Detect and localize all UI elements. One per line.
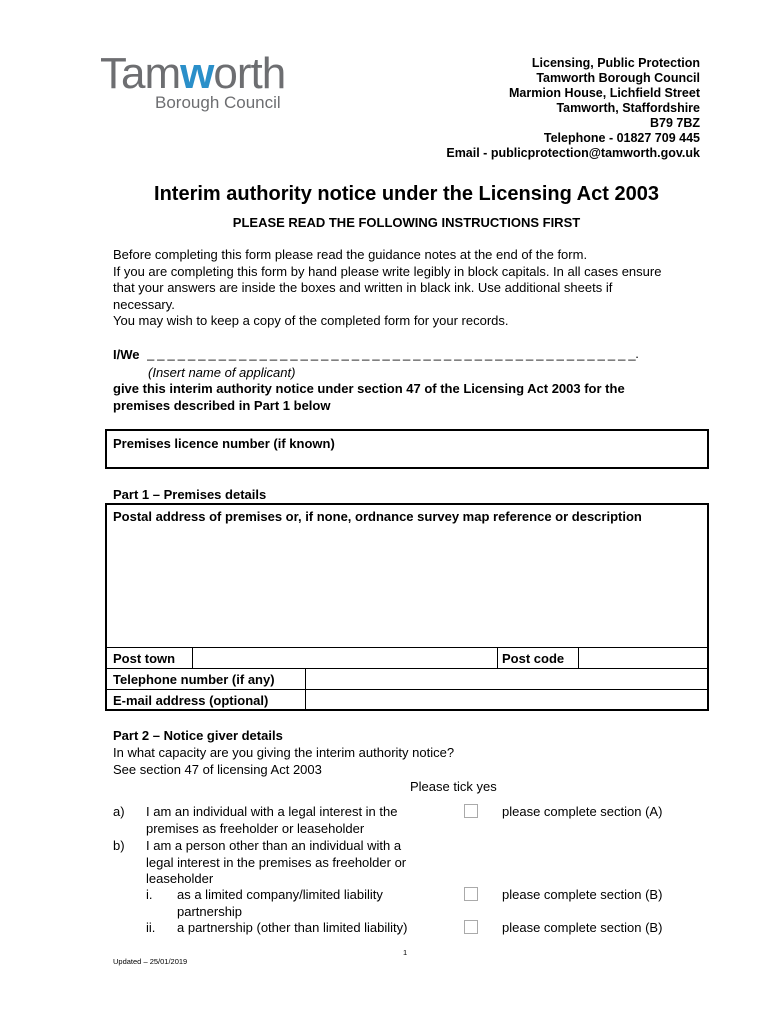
- option-b-i-marker: i.: [146, 887, 153, 902]
- logo-text-3: w: [180, 49, 214, 98]
- instructions-heading: PLEASE READ THE FOLLOWING INSTRUCTIONS FIRST: [232, 215, 581, 230]
- post-town-input[interactable]: [192, 647, 498, 668]
- option-text-line: I am a person other than an individual with a: [146, 838, 402, 853]
- option-b-ii-checkbox[interactable]: [464, 920, 478, 934]
- part2-reference: See section 47 of licensing Act 2003: [113, 762, 322, 777]
- logo-subtitle: Borough Council: [155, 93, 281, 112]
- part1-heading: Part 1 – Premises details: [113, 487, 267, 502]
- statement-line: give this interim authority notice under section 47 of the Licensing Act 2003 for the: [113, 381, 625, 396]
- instruction-line: necessary.: [113, 296, 175, 312]
- tick-instruction: Please tick yes: [410, 779, 497, 794]
- option-b-ii-text: a partnership (other than limited liability): [177, 920, 408, 935]
- option-b-i-checkbox[interactable]: [464, 887, 478, 901]
- address-line: Tamworth Borough Council: [536, 71, 700, 85]
- option-a-action: please complete section (A): [502, 804, 663, 819]
- option-b-marker: b): [113, 838, 125, 853]
- option-text-line: leaseholder: [146, 871, 214, 886]
- post-code-input[interactable]: [578, 647, 707, 668]
- option-text-line: premises as freeholder or leaseholder: [146, 820, 365, 836]
- premises-address-label: Postal address of premises or, if none, ordnance survey map reference or description: [113, 509, 642, 524]
- option-text-line: I am an individual with a legal interest in the: [146, 804, 398, 819]
- option-a-checkbox[interactable]: [464, 804, 478, 818]
- telephone-input[interactable]: [305, 668, 707, 689]
- email-input[interactable]: [305, 689, 707, 709]
- option-a-marker: a): [113, 804, 125, 819]
- council-logo: [100, 49, 286, 98]
- instruction-line: If you are completing this form by hand please write legibly in block capitals. In all cases ensure: [113, 263, 662, 279]
- address-email: Email - publicprotection@tamworth.gov.uk: [446, 146, 700, 160]
- instruction-line: that your answers are inside the boxes and written in black ink. Use additional sheets if: [113, 280, 613, 295]
- address-line: B79 7BZ: [649, 116, 700, 130]
- option-b-i-text: [177, 887, 447, 920]
- applicant-name-blank[interactable]: _ _ _ _ _ _ _ _ _ _ _ _ _ _ _ _ _ _ _ _ _ _ _ _ _ _ _ _ _ _ _ _ _ _ _ _ _ _ _ _ _ _ _ _ _ _ _ _.: [147, 346, 639, 361]
- option-b-ii-action: please complete section (B): [502, 920, 663, 935]
- logo-text-2: m: [144, 49, 181, 98]
- instructions-text: [113, 247, 713, 330]
- option-text-line: legal interest in the premises as freeholder or: [146, 854, 407, 870]
- address-line: Marmion House, Lichfield Street: [508, 86, 700, 100]
- applicant-statement: [113, 381, 713, 414]
- post-town-label: Post town: [113, 651, 176, 666]
- option-b-i-action: please complete section (B): [502, 887, 663, 902]
- page-number: 1: [403, 948, 408, 957]
- applicant-label: I/We: [113, 347, 140, 362]
- logo-text-4: orth: [213, 49, 286, 98]
- part2-question: In what capacity are you giving the interim authority notice?: [113, 745, 455, 760]
- updated-date: Updated – 25/01/2019: [113, 957, 188, 966]
- option-b-text: [146, 838, 446, 888]
- premises-details-table: [105, 503, 709, 711]
- option-text-line: partnership: [177, 903, 243, 919]
- logo-text-1: Ta: [100, 49, 145, 98]
- licence-number-field[interactable]: [105, 429, 709, 469]
- applicant-hint: (Insert name of applicant): [148, 365, 296, 380]
- option-text-line: as a limited company/limited liability: [177, 887, 383, 902]
- instruction-line: Before completing this form please read the guidance notes at the end of the form.: [113, 247, 588, 262]
- instruction-line: You may wish to keep a copy of the completed form for your records.: [113, 313, 509, 328]
- address-line: Licensing, Public Protection: [531, 56, 700, 70]
- statement-line: premises described in Part 1 below: [113, 397, 331, 413]
- address-telephone: Telephone - 01827 709 445: [543, 131, 700, 145]
- option-b-ii-marker: ii.: [146, 920, 156, 935]
- licence-number-label: Premises licence number (if known): [113, 436, 335, 451]
- option-a-text: [146, 804, 446, 837]
- page-title: Interim authority notice under the Licensing Act 2003: [154, 183, 659, 205]
- premises-address-field[interactable]: [107, 523, 707, 647]
- telephone-label: Telephone number (if any): [113, 672, 275, 687]
- email-label: E-mail address (optional): [113, 693, 269, 708]
- post-code-label: Post code: [502, 651, 565, 666]
- part2-heading: Part 2 – Notice giver details: [113, 728, 283, 743]
- council-address: [446, 56, 700, 161]
- address-line: Tamworth, Staffordshire: [556, 101, 700, 115]
